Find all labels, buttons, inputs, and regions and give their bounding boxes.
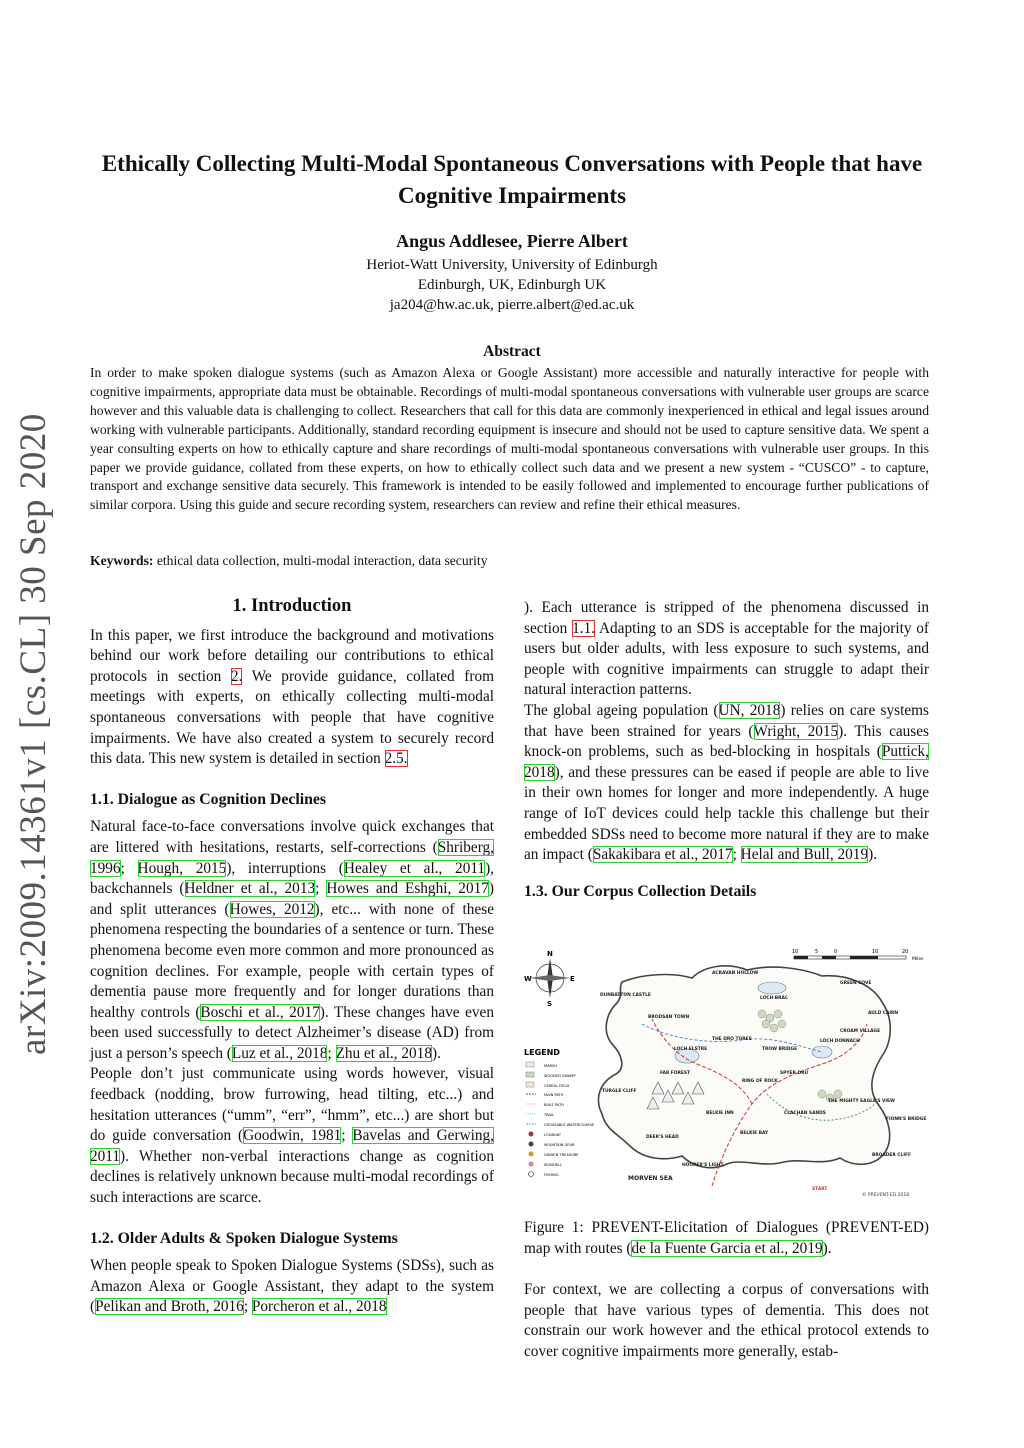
citation-link[interactable]: Luz et al., 2018: [231, 1044, 328, 1062]
citation-link[interactable]: Heldner et al., 2013: [184, 880, 316, 898]
compass-n: N: [547, 950, 553, 958]
text: We provide guidance, collated from meetings with experts, on ethically collecting multi-modal spontaneous conversations with people that have cognitive impairments. We have also created a system to securely record this data. This new system is detailed in section: [90, 667, 494, 768]
lake: [758, 982, 786, 994]
scale-bar: [792, 949, 924, 962]
place-label: HOOPER'S LIGHT: [682, 1163, 724, 1168]
text: ) and split utterances (: [90, 880, 495, 918]
legend-swatch: [526, 1082, 534, 1087]
citation-link[interactable]: Bavelas and Gerwing, 2011: [90, 1127, 494, 1165]
text: ), interruptions (: [226, 859, 344, 877]
legend-item: MAIN PATH: [544, 1093, 564, 1097]
citation-link[interactable]: Puttick, 2018: [524, 743, 929, 781]
place-label: DEER'S HEAD: [646, 1135, 679, 1140]
legend-swatch: [529, 1132, 534, 1137]
place-label: CLACHAN SANDS: [784, 1111, 826, 1116]
section-ref-link[interactable]: 1.1.: [572, 619, 596, 637]
keywords-label: Keywords:: [90, 553, 154, 568]
scale-label: 20: [902, 949, 909, 955]
place-label: GREEN COVE: [840, 981, 872, 986]
place-label: CROAM VILLAGE: [840, 1029, 881, 1034]
place-label: LOCH ELSTRE: [674, 1047, 708, 1052]
text: ). This causes knock-on problems, such as bed-blocking in hospitals (: [524, 722, 929, 761]
legend-swatch: [529, 1142, 534, 1147]
place-label: LOCH BRAC: [760, 996, 789, 1001]
section-1-heading: 1. Introduction: [232, 596, 352, 616]
scale-label: 10: [872, 949, 879, 955]
sds-paragraph-continued: [524, 598, 929, 701]
scale-unit: Miles: [912, 957, 924, 962]
citation-link[interactable]: Howes and Eshghi, 2017: [326, 880, 489, 898]
prevent-ed-map-figure: [522, 944, 930, 1200]
legend-item: SEASHELL: [544, 1163, 563, 1167]
place-label: BROADER CLIFF: [872, 1153, 911, 1158]
citation-link[interactable]: Healey et al., 2011: [343, 859, 486, 877]
place-label: BELKIE INN: [706, 1111, 734, 1116]
place-label: FIONN'S BRIDGE: [886, 1117, 927, 1122]
text: ). These changes have even been used successfully to detect Alzheimer’s disease (AD) from just a person’s speech (: [90, 1003, 494, 1062]
legend-item: TRAIL: [544, 1113, 555, 1117]
text: ;: [315, 880, 327, 898]
compass-s: S: [547, 1000, 553, 1008]
text: ).: [822, 1239, 832, 1257]
citation-link[interactable]: Helal and Bull, 2019: [740, 846, 869, 864]
text: ). Whether non-verbal interactions change as cognition declines is relatively unknown because multi-modal recordings of such interactions are scarce.: [90, 1147, 494, 1207]
authors: Angus Addlesee, Pierre Albert: [396, 231, 628, 251]
citation-link[interactable]: Boschi et al., 2017: [200, 1003, 320, 1021]
arxiv-side-label: arXiv:2009.14361v1 [cs.CL] 30 Sep 2020: [13, 413, 54, 1055]
place-label: THE DRO TORES: [712, 1037, 752, 1042]
compass-w: W: [524, 975, 532, 983]
legend-title: LEGEND: [524, 1048, 560, 1057]
text: For context, we are collecting a corpus of conversations with people that have various types of dementia. This does not constrain our work however and the ethical protocol extends to cover cognitive impairments more generally, estab-: [524, 1281, 929, 1360]
place-label: MORVEN SEA: [628, 1175, 673, 1182]
section-ref-link[interactable]: 2.5.: [384, 750, 408, 768]
text: ).: [431, 1044, 441, 1062]
section-ref-link[interactable]: 2.: [230, 667, 243, 685]
text: In this paper, we first introduce the background and motivations behind our work before detailing our contributions to ethical protocols in section: [90, 626, 494, 685]
place-label: TURGLE CLIFF: [602, 1089, 637, 1094]
legend-swatch: [529, 1152, 534, 1157]
scale-label: 5: [815, 949, 819, 955]
compass-rose: [524, 950, 575, 1008]
citation-link[interactable]: Sakakibara et al., 2017: [592, 846, 733, 864]
text: ). Each utterance is stripped of the phenomena discussed in section: [524, 599, 929, 637]
place-label: RING OF ROCK: [742, 1079, 778, 1084]
text: Natural face-to-face conversations involve quick exchanges that are littered with hesitations, restarts, self-corrections (: [90, 818, 494, 856]
ageing-paragraph: [524, 701, 929, 866]
abstract-heading: Abstract: [483, 343, 541, 360]
legend-item: CROSSABLE WATERCOURSE: [544, 1123, 595, 1127]
place-label: ACRAVAN HOLLOW: [712, 971, 759, 976]
compass-e: E: [570, 975, 575, 983]
text: ) relies on care systems that have been strained for years (: [524, 701, 929, 740]
legend-item: BUILT PATH: [544, 1103, 565, 1107]
figure-1-caption: [524, 1218, 929, 1259]
citation-link[interactable]: Porcheron et al., 2018: [251, 1298, 387, 1316]
affiliation-line-1: Heriot-Watt University, University of Edinburgh: [366, 257, 658, 273]
legend-item: MARSH: [544, 1064, 558, 1068]
text: People don’t just communicate using words however, visual feedback (nodding, brow furrowing, head tilting, etc...) and hesitation utterances (“umm”, “err”, “hmm”, etc...) are short but do guide conversation (: [90, 1065, 494, 1145]
affiliation-line-2: Edinburgh, UK, Edinburgh UK: [417, 277, 607, 293]
section-1-1-heading: 1.1. Dialogue as Cognition Declines: [90, 790, 327, 808]
right-column: [524, 598, 929, 902]
keywords-text: ethical data collection, multi-modal interaction, data security: [156, 553, 488, 568]
citation-link[interactable]: de la Fuente Garcia et al., 2019: [631, 1239, 823, 1257]
place-label: FAR FOREST: [660, 1071, 691, 1076]
citation-link[interactable]: Goodwin, 1981: [243, 1127, 342, 1145]
left-column: [90, 596, 494, 1318]
text: ), backchannels (: [90, 859, 494, 898]
place-label: AULD CAIRN: [868, 1011, 899, 1016]
legend-item: WOODED SWAMP: [544, 1074, 576, 1078]
citation-link[interactable]: Hough, 2015: [137, 859, 227, 877]
author-emails: ja204@hw.ac.uk, pierre.albert@ed.ac.uk: [389, 297, 635, 313]
legend-swatch: [529, 1172, 534, 1177]
text: ;: [732, 846, 741, 864]
text: ;: [327, 1044, 336, 1062]
text: ), etc... with none of these phenomena respecting the boundaries of a sentence or turn. These phenomena become even more common and more pronounced as cognition declines. For example, people with certain types of dementia pause more frequently and for longer durations than healthy controls (: [90, 900, 494, 1021]
place-label: SPYER DRU: [780, 1071, 809, 1076]
legend-item: HIDDEN TREASURE: [544, 1153, 579, 1157]
text: ), and these pressures can be eased if people are able to live in their own homes for longer and more independently. A huge range of IoT devices could help tackle this challenge but their embedded SDSs need to become more natural if they are to make an impact (: [524, 763, 929, 864]
place-label: DUNBATTON CASTLE: [600, 993, 651, 998]
place-label: TROW BRIDGE: [762, 1047, 798, 1052]
scale-label: 10: [792, 949, 799, 955]
dialogue-paragraph-2: [90, 1064, 494, 1208]
citation-link[interactable]: UN, 2018: [718, 701, 781, 719]
scale-label: 0: [834, 949, 838, 955]
text: ;: [341, 1127, 353, 1145]
sds-paragraph-start: [90, 1256, 494, 1318]
legend-swatch: [529, 1162, 534, 1167]
lake: [812, 1046, 832, 1058]
paper-title: Ethically Collecting Multi-Modal Spontaneous Conversations with People that have Cognitive Impairments: [101, 151, 923, 208]
text: ;: [243, 1298, 252, 1316]
dialogue-paragraph-1: [90, 817, 494, 1064]
place-label: START: [812, 1187, 828, 1192]
text: Figure 1: PREVENT-Elicitation of Dialogues (PREVENT-ED) map with routes (: [524, 1219, 929, 1257]
citation-link[interactable]: Wright, 2015: [753, 722, 839, 740]
text: When people speak to Spoken Dialogue Systems (SDSs), such as Amazon Alexa or Google Assistant, they adapt to the system (: [90, 1257, 494, 1316]
place-label: THE MIGHTY EAGLE'S VIEW: [828, 1099, 895, 1104]
map-legend: [524, 1048, 595, 1177]
legend-swatch: [526, 1062, 534, 1067]
place-label: BRODSAN TOWN: [648, 1015, 690, 1020]
text: ).: [868, 846, 878, 864]
legend-item: CEREAL FIELD: [544, 1084, 570, 1088]
section-1-2-heading: 1.2. Older Adults & Spoken Dialogue Systems: [90, 1229, 398, 1247]
intro-paragraph: [90, 626, 494, 770]
text: The global ageing population (: [524, 701, 719, 719]
keywords: [90, 553, 929, 569]
text: Adapting to an SDS is acceptable for the majority of users but older adults, with less exposure to such systems, and people with cognitive impairments can struggle to adapt their natural interaction patterns.: [524, 619, 929, 699]
citation-link[interactable]: Shriberg, 1996: [90, 838, 494, 877]
legend-swatch: [526, 1072, 534, 1077]
affiliation: [60, 255, 964, 315]
place-label: LOCH DONNACH: [820, 1039, 860, 1044]
citation-link[interactable]: Pelikan and Broth, 2016: [95, 1298, 244, 1316]
section-1-3-heading: 1.3. Our Corpus Collection Details: [524, 882, 757, 900]
abstract-text: In order to make spoken dialogue systems (such as Amazon Alexa or Google Assistant) more accessible and naturally interactive for people with cognitive impairments, appropriate data must be obtainable. Recordings of multi-modal spontaneous conversations with vulnerable user groups are scarce however and this valuable data is challenging to collect. Researchers that call for this data are commonly inexperienced in ethical and legal issues around working with vulnerable participants. Additionally, standard recording equipment is insecure and should not be used to capture sensitive data. We spent a year consulting experts on how to ethically capture and share recordings of multi-modal spontaneous conversations with vulnerable user groups. In this paper we provide guidance, collated from these experts, on how to ethically collect such data and we present a new system - “CUSCO” - to capture, transport and exchange sensitive data securely. This framework is intended to be easily followed and implemented to encourage further publications of similar corpora. Using this guide and secure recording system, researchers can review and refine their ethical measures.: [90, 365, 929, 513]
map-copyright: © PREVENT-ED 2018: [862, 1193, 910, 1198]
place-label: BELKIE BAY: [740, 1131, 769, 1136]
citation-link[interactable]: Howes, 2012: [229, 900, 315, 918]
text: ;: [120, 859, 138, 877]
legend-item: FISHING: [544, 1173, 559, 1177]
corpus-paragraph: [524, 1280, 929, 1362]
citation-link[interactable]: Zhu et al., 2018: [335, 1044, 432, 1062]
legend-item: LOGBOAT: [544, 1133, 562, 1137]
legend-item: MOUNTAIN GEAR: [544, 1143, 575, 1147]
